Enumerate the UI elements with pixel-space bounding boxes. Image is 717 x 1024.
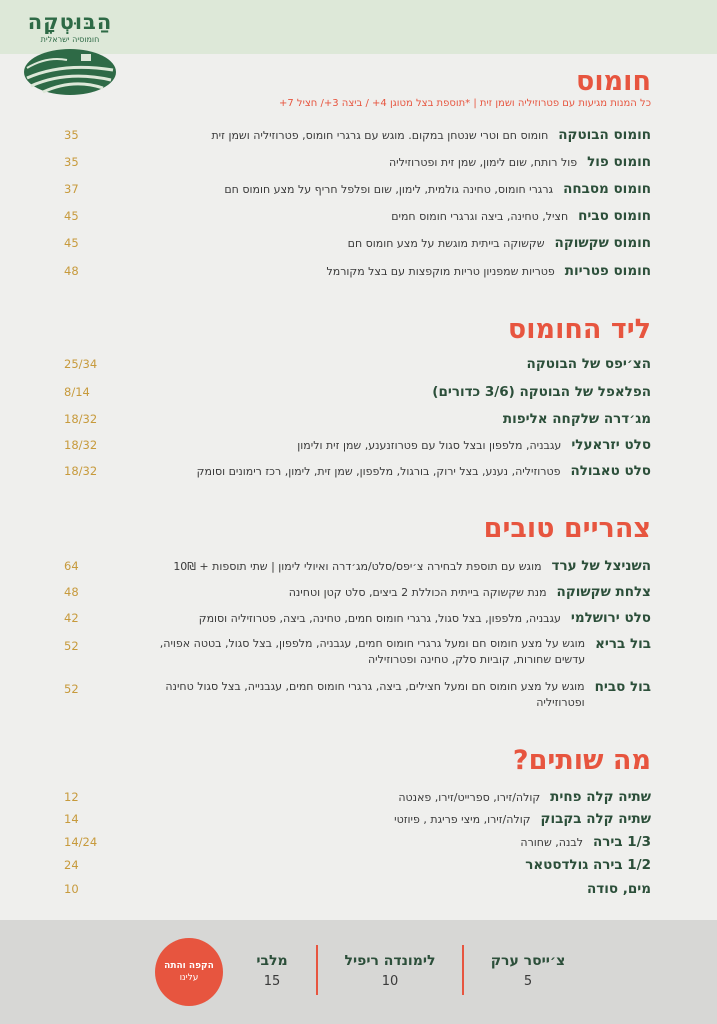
item-desc: קולה/זירו, מיצי פריגת , פיוזטי <box>394 812 531 826</box>
menu-item <box>60 233 651 253</box>
item-price: 24 <box>64 858 79 872</box>
menu-item <box>60 636 651 672</box>
item-price: 10 <box>64 882 79 896</box>
menu-item <box>60 179 651 199</box>
menu-item <box>60 855 651 875</box>
item-price: 18/32 <box>64 412 98 426</box>
item-desc: עגבניה, מלפפון, בצל סגול, גרגרי חומוס חמים, טחינה, ביצה, פטרוזיליה וסומק <box>198 611 561 625</box>
item-name: בול בריא <box>595 636 651 652</box>
item-name: שתיה קלה פחית <box>550 789 651 805</box>
item-desc: מוגש על מצע חומוס חם ומעל חצילים, ביצה, גרגרי חומוס חמים, עגבנייה, בצל סגול טחינה ופטרוזיליה <box>165 680 585 709</box>
menu-item <box>60 461 651 481</box>
item-price: 25/34 <box>64 357 98 371</box>
badge-line-2: עלינו <box>179 973 199 983</box>
footer-item <box>212 953 332 989</box>
item-name: 1/2 בירה גולדסטאר <box>525 857 651 873</box>
item-name: חומוס הבוטקה <box>558 127 651 143</box>
item-name: חומוס פול <box>587 154 651 170</box>
menu-item <box>60 809 651 829</box>
section-title-drinks: מה שותים? <box>512 745 651 776</box>
footer-divider <box>462 945 464 995</box>
item-name: סלט יזראעלי <box>571 437 651 453</box>
item-name: שתיה קלה בקבוק <box>540 811 651 827</box>
item-price: 14 <box>64 812 79 826</box>
item-name: סלט טאבולה <box>570 463 651 479</box>
item-name: 1/3 בירה <box>592 834 651 850</box>
item-price: 18/32 <box>64 464 98 478</box>
item-price: 52 <box>64 639 79 653</box>
item-price: 45 <box>64 209 79 223</box>
brand-name: הַבּוּטְקָה <box>27 10 113 34</box>
menu-item <box>60 582 651 602</box>
item-name: חומוס סביח <box>578 208 651 224</box>
menu-item <box>60 608 651 628</box>
menu-item <box>60 261 651 281</box>
item-desc: קולה/זירו, ספרייט/זירו, פאנטה <box>398 790 541 804</box>
item-name: סלט ירושלמי <box>570 610 651 626</box>
item-price: 18/32 <box>64 438 98 452</box>
brand-logo <box>20 10 120 102</box>
item-price: 48 <box>64 264 79 278</box>
menu-item <box>60 679 651 715</box>
footer-item-name: מלבי <box>256 953 288 969</box>
menu-item <box>60 435 651 455</box>
item-price: 42 <box>64 611 79 625</box>
item-price: 45 <box>64 236 79 250</box>
item-desc: פול רותח, שום לימון, שמן זית ופטרוזיליה <box>389 155 578 169</box>
brand-tagline: חומוסיה ישראלית <box>40 35 100 44</box>
item-desc: פטריות שמפניון טריות מוקפצות עם בצל מקורמל <box>326 264 555 278</box>
footer-item <box>330 953 450 989</box>
item-name: בול סביח <box>594 679 651 695</box>
item-desc: עגבניה, מלפפון ובצל סגול עם פטרוזנענע, שמן זית ולימון <box>297 438 562 452</box>
item-desc: מוגש על מצע חומוס חם ומעל גרגרי חומוס חמים, עגבניה, מלפפון, בצל סגול, בטטה אפויה, עדשים שחורות, קוביות סלק, טחינה ופטרוזיליה <box>159 637 586 666</box>
menu-item <box>60 832 651 852</box>
footer-item-price: 5 <box>523 974 533 989</box>
section-title-hummus: חומוס <box>576 66 651 97</box>
item-name: מג׳דרה שלקחה אליפות <box>502 411 651 427</box>
badge-line-1: הקפה והתה <box>164 961 214 971</box>
item-desc: גרגרי חומוס, טחינה גולמית, לימון, שום ופלפל חריף על מצע חומוס חם <box>224 182 554 196</box>
hummus-note: כל המנות מגיעות עם פטרוזיליה ושמן זית | *תוספת בצל מטוגן 4+ / ביצה 3+/ חציל 7+ <box>278 98 651 109</box>
item-desc: פטרוזיליה, נענע, בצל ירוק, בורגול, מלפפון, שמן זית, לימון, רכז רימונים וסומק <box>196 464 561 478</box>
field-emblem-icon <box>23 48 117 96</box>
item-price: 64 <box>64 559 79 573</box>
item-price: 48 <box>64 585 79 599</box>
item-name: הפלאפל של הבוטקה (3/6 כדורים) <box>432 384 651 400</box>
section-title-lunch: צהריים טובים <box>483 513 651 544</box>
item-desc: מוגש עם תוספת לבחירה צ׳יפס/סלט/מג׳דרה ואיולי לימון | שתי תוספות + 10₪ <box>173 559 542 573</box>
menu-item <box>60 556 651 576</box>
footer-item-name: צ׳ייסר ערק <box>490 953 566 969</box>
item-name: חומוס שקשוקה <box>554 235 651 251</box>
footer-item-price: 15 <box>263 974 281 989</box>
item-desc: חומוס חם וטרי שנטחן במקום. מוגש עם גרגרי חומוס, פטרוזיליה ושמן זית <box>211 128 549 142</box>
item-price: 8/14 <box>64 385 90 399</box>
menu-item <box>60 382 651 402</box>
item-price: 37 <box>64 182 79 196</box>
item-name: צלחת שקשוקה <box>556 584 651 600</box>
item-name: חומוס פטריות <box>564 263 651 279</box>
menu-item <box>60 125 651 145</box>
item-price: 52 <box>64 682 79 696</box>
footer-item-name: לימונדה ריפיל <box>344 953 436 969</box>
item-name: מים, סודה <box>587 881 651 897</box>
menu-item <box>60 787 651 807</box>
item-desc: לבנה, שחורה <box>520 835 583 849</box>
free-coffee-badge <box>155 938 223 1006</box>
menu-item <box>60 879 651 899</box>
footer-item-price: 10 <box>381 974 399 989</box>
menu-item <box>60 152 651 172</box>
menu-item <box>60 409 651 429</box>
section-title-sides: ליד החומוס <box>507 314 651 345</box>
footer-item <box>468 953 588 989</box>
item-name: הצ׳יפס של הבוטקה <box>526 356 651 372</box>
item-price: 12 <box>64 790 79 804</box>
item-price: 14/24 <box>64 835 98 849</box>
item-name: חומוס מסבחה <box>563 181 651 197</box>
menu-item <box>60 206 651 226</box>
item-price: 35 <box>64 128 79 142</box>
item-desc: חציל, טחינה, ביצה וגרגרי חומוס חמים <box>391 209 569 223</box>
item-name: השניצל של ערד <box>551 558 651 574</box>
item-desc: מנת שקשוקה בייתית הכוללת 2 ביצים, סלט קטן וטחינה <box>288 585 547 599</box>
item-desc: שקשוקה בייתית מוגשת על מצע חומוס חם <box>347 236 545 250</box>
menu-item <box>60 354 651 374</box>
item-price: 35 <box>64 155 79 169</box>
